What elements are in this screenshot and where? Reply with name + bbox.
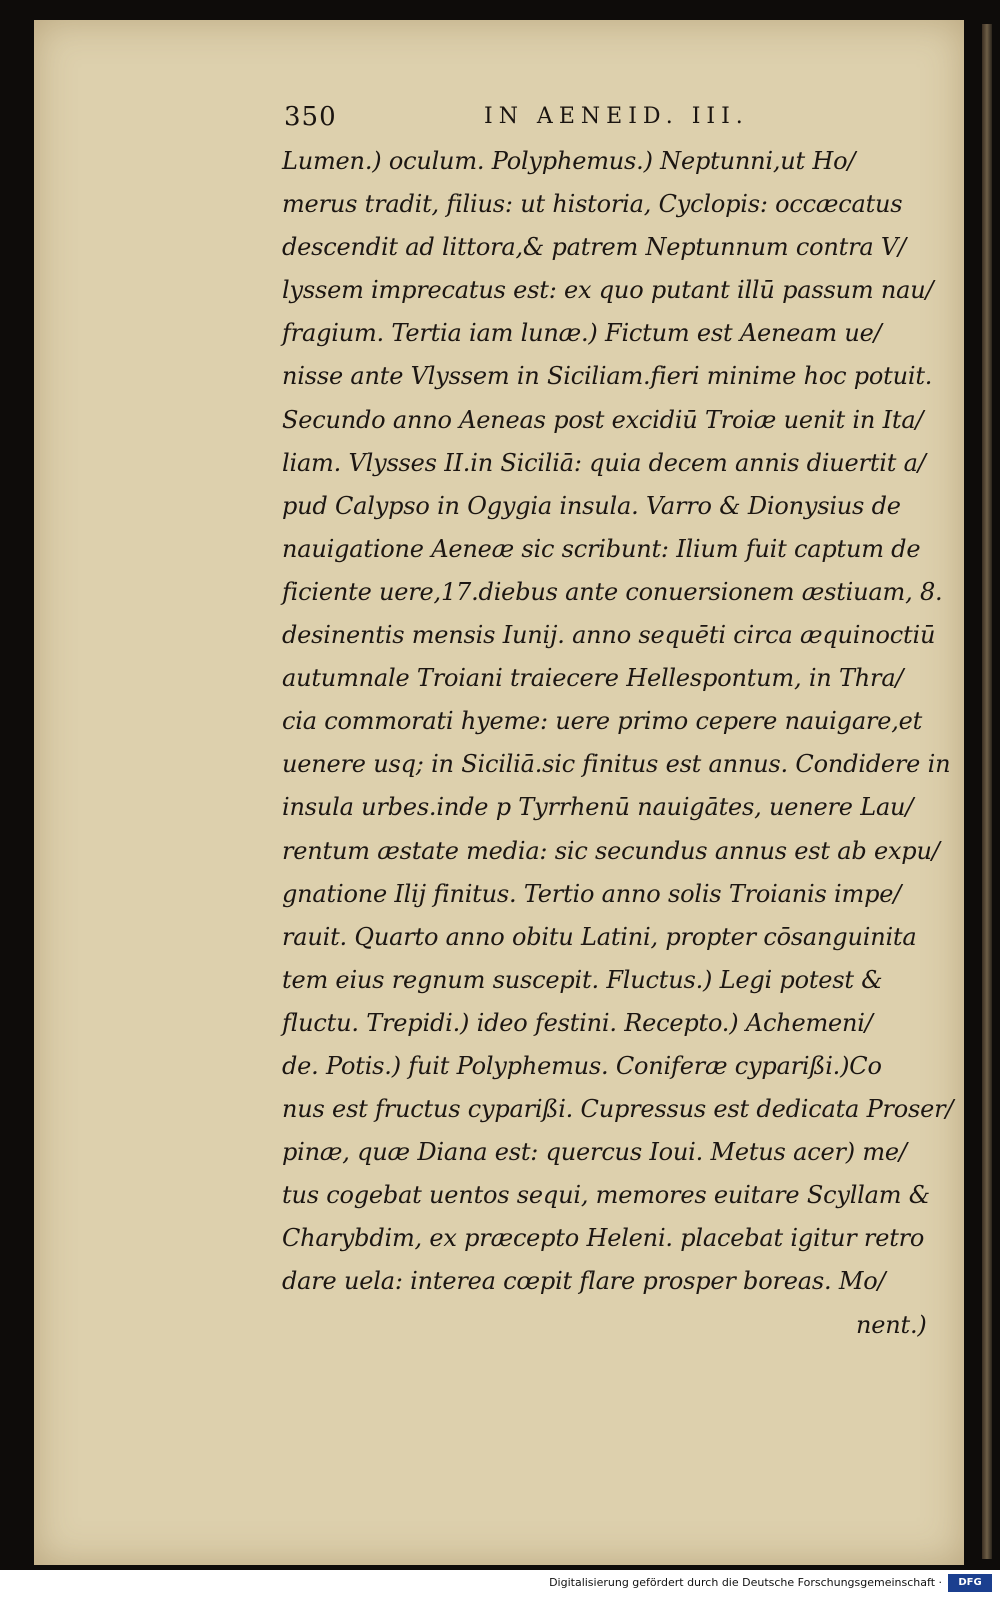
text-line: desinentis mensis Iunij. anno sequēti circa æquinoctiū xyxy=(282,621,936,650)
text-line: rauit. Quarto anno obitu Latini, propter cōsanguinita xyxy=(282,922,917,951)
text-line: Charybdim, ex præcepto Heleni. placebat igitur retro xyxy=(282,1224,925,1253)
text-line: gnatione Ilij finitus. Tertio anno solis Troianis impe/ xyxy=(282,879,902,908)
text-line: dare uela: interea cœpit flare prosper boreas. Mo/ xyxy=(282,1267,886,1296)
body-text xyxy=(282,140,952,1347)
text-line: Secundo anno Aeneas post excidiū Troiæ uenit in Ita/ xyxy=(282,405,924,434)
text-line: nauigatione Aeneæ sic scribunt: Ilium fuit captum de xyxy=(282,534,921,563)
text-line: Lumen.) oculum. Polyphemus.) Neptunni,ut Ho/ xyxy=(282,147,856,175)
text-line: tem eius regnum suscepit. Fluctus.) Legi potest & xyxy=(282,965,883,994)
text-line: nus est fructus cyparißi. Cupressus est dedicata Proser/ xyxy=(282,1095,954,1124)
text-line: merus tradit, filius: ut historia, Cyclopis: occæcatus xyxy=(282,190,903,219)
text-line: liam. Vlysses II.in Siciliā: quia decem annis diuertit a/ xyxy=(282,448,926,477)
text-line: uenere usq; in Siciliā.sic finitus est annus. Condidere in xyxy=(282,750,951,779)
funding-credit: Digitalisierung gefördert durch die Deutsche Forschungsgemeinschaft · xyxy=(549,1576,942,1589)
page-header xyxy=(284,102,944,132)
text-line: pinæ, quæ Diana est: quercus Ioui. Metus acer) me/ xyxy=(282,1138,907,1167)
text-line: de. Potis.) fuit Polyphemus. Coniferæ cyparißi.)Co xyxy=(282,1051,882,1080)
text-line: fragium. Tertia iam lunæ.) Fictum est Aeneam ue/ xyxy=(282,319,882,348)
text-line: pud Calypso in Ogygia insula. Varro & Dionysius de xyxy=(282,491,901,520)
footer-bar xyxy=(0,1570,1000,1599)
running-head: IN AENEID. III. xyxy=(484,104,749,129)
text-line: lyssem imprecatus est: ex quo putant illū passum nau/ xyxy=(282,276,934,305)
dfg-logo-icon: DFG xyxy=(948,1574,992,1592)
text-line: cia commorati hyeme: uere primo cepere nauigare,et xyxy=(282,707,923,736)
text-line: insula urbes.inde p Tyrrhenū nauigātes, uenere Lau/ xyxy=(282,793,914,822)
text-line: rentum æstate media: sic secundus annus est ab expu/ xyxy=(282,836,940,865)
text-line: tus cogebat uentos sequi, memores euitare Scyllam & xyxy=(282,1181,930,1210)
text-line: nisse ante Vlyssem in Siciliam.fieri minime hoc potuit. xyxy=(282,362,933,391)
text-line: fluctu. Trepidi.) ideo festini. Recepto.) Achemeni/ xyxy=(282,1008,873,1037)
page-number: 350 xyxy=(284,102,337,132)
text-line: ficiente uere,17.diebus ante conuersionem æstiuam, 8. xyxy=(282,577,943,606)
text-line: descendit ad littora,& patrem Neptunnum contra V/ xyxy=(282,233,906,262)
page-edge xyxy=(982,24,992,1559)
text-line: autumnale Troiani traiecere Hellespontum, in Thra/ xyxy=(282,664,904,693)
text-line: nent.) xyxy=(856,1310,927,1339)
